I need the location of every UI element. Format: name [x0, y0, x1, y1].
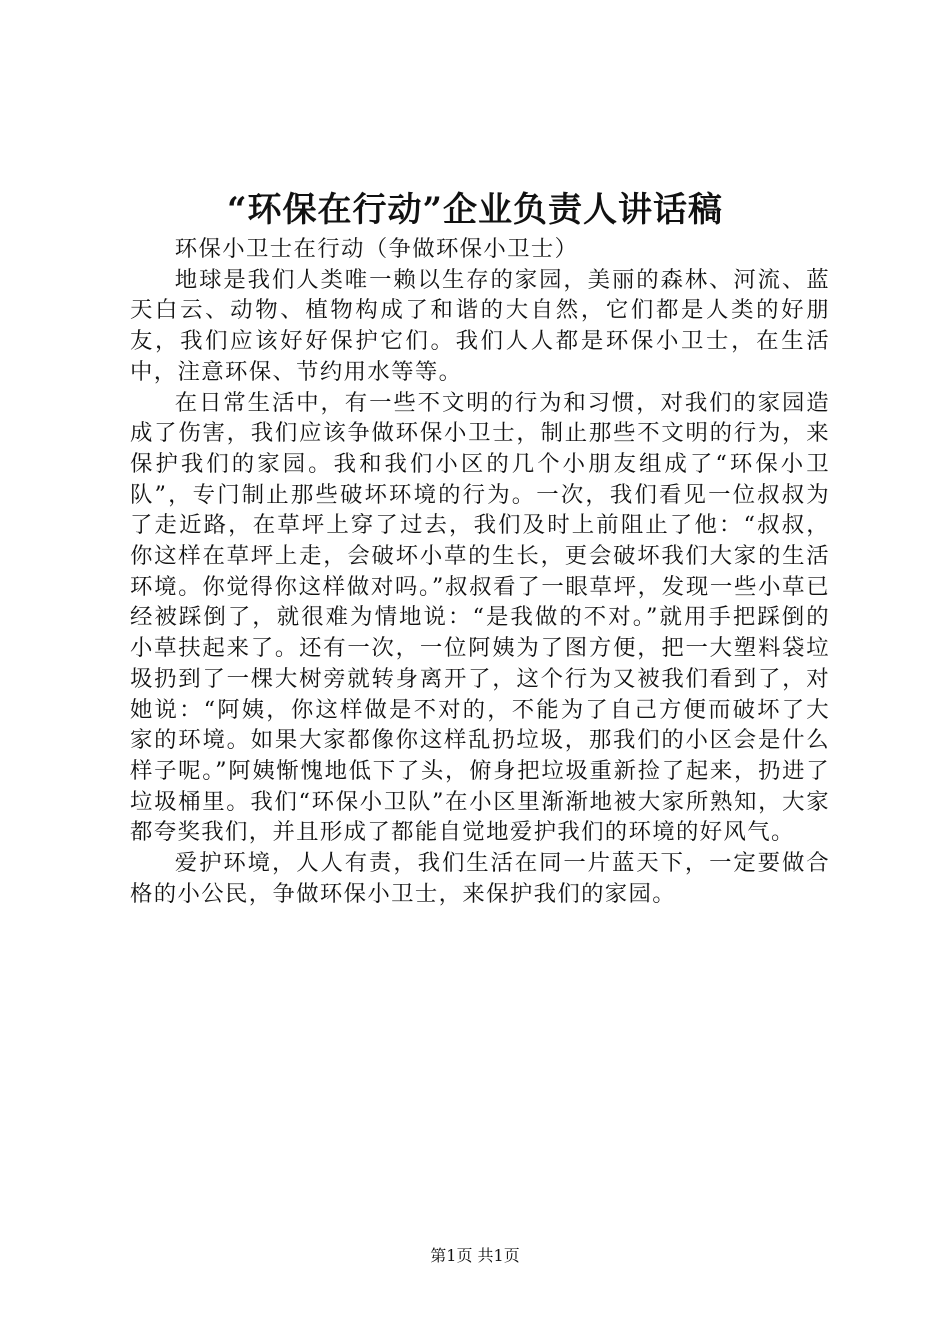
- paragraph-3: 爱护环境，人人有责，我们生活在同一片蓝天下，一定要做合格的小公民，争做环保小卫士，来保护我们的家园。: [130, 850, 830, 907]
- paragraph-1: 地球是我们人类唯一赖以生存的家园，美丽的森林、河流、蓝天白云、动物、植物构成了和谐的大自然，它们都是人类的好朋友，我们应该好好保护它们。我们人人都是环保小卫士，在生活中，注意环保、节约用水等等。: [130, 266, 830, 385]
- paragraph-subtitle: 环保小卫士在行动（争做环保小卫士）: [174, 236, 579, 262]
- document-body: [130, 234, 830, 909]
- page-footer: 第1页 共1页: [430, 1246, 520, 1265]
- paragraph-2: 在日常生活中，有一些不文明的行为和习惯，对我们的家园造成了伤害，我们应该争做环保小卫士，制止那些不文明的行为，来保护我们的家园。我和我们小区的几个小朋友组成了“环保小卫队”，专门制止那些破坏环境的行为。一次，我们看见一位叔叔为了走近路，在草坪上穿了过去，我们及时上前阻止了他：“叔叔，你这样在草坪上走，会破坏小草的生长，更会破坏我们大家的生活环境。你觉得你这样做对吗。”叔叔看了一眼草坪，发现一些小草已经被踩倒了，就很难为情地说：“是我做的不对。”就用手把踩倒的小草扶起来了。还有一次，一位阿姨为了图方便，把一大塑料袋垃圾扔到了一棵大树旁就转身离开了，这个行为又被我们看到了，对她说：“阿姨，你这样做是不对的，不能为了自己方便而破坏了大家的环境。如果大家都像你这样乱扔垃圾，那我们的小区会是什么样子呢。”阿姨惭愧地低下了头，俯身把垃圾重新捡了起来，扔进了垃圾桶里。我们“环保小卫队”在小区里渐渐地被大家所熟知，大家都夸奖我们，并且形成了都能自觉地爱护我们的环境的好风气。: [130, 389, 830, 846]
- document-title: “环保在行动”企业负责人讲话稿: [226, 190, 724, 230]
